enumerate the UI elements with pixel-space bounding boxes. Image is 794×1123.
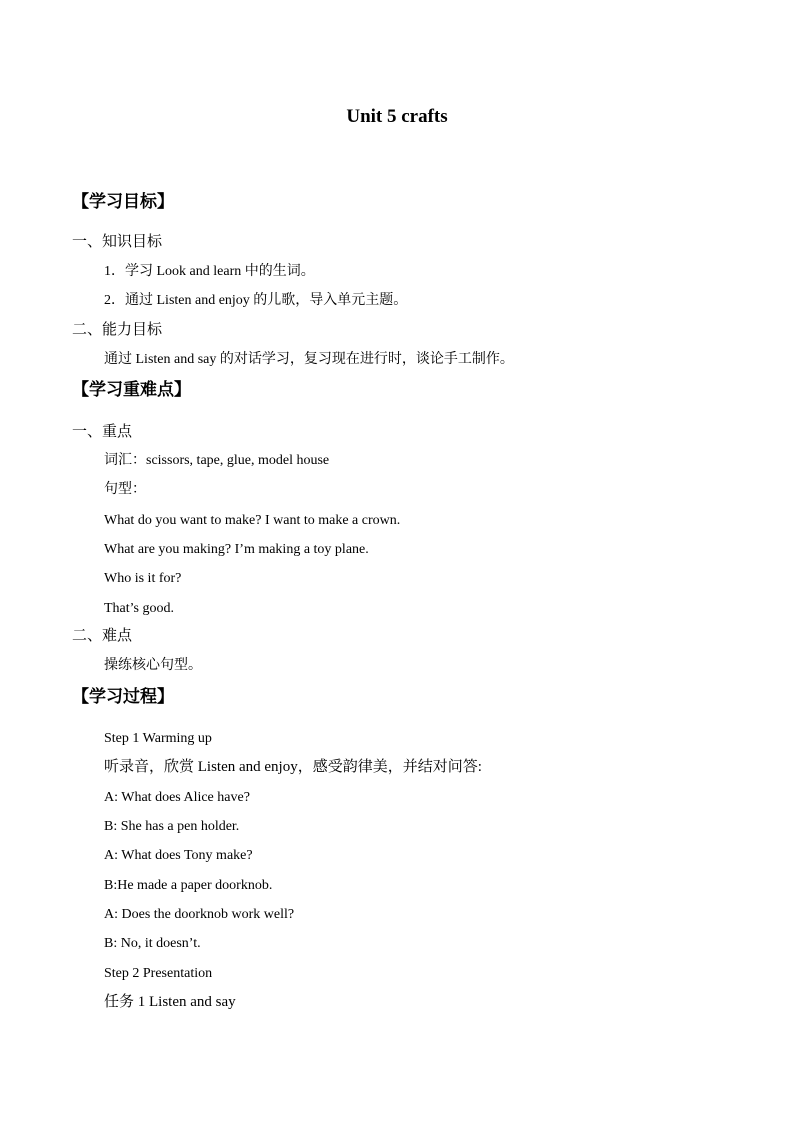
sentence-pattern: Who is it for?	[104, 571, 182, 586]
task-heading: 任务 1 Listen and say	[104, 994, 236, 1010]
ability-goals-heading: 二、能力目标	[72, 322, 163, 338]
dialogue-line: B: She has a pen holder.	[104, 819, 240, 834]
dialogue-line: A: Does the doorknob work well?	[104, 907, 295, 922]
knowledge-goal-item: 2．通过 Listen and enjoy 的儿歌，导入单元主题。	[104, 293, 408, 308]
difficulty-heading: 二、难点	[72, 628, 133, 644]
dialogue-line: B: No, it doesn’t.	[104, 936, 201, 951]
sentence-pattern: What are you making? I’m making a toy plane.	[104, 542, 369, 557]
step-instruction: 听录音，欣赏 Listen and enjoy，感受韵律美，并结对问答:	[104, 759, 482, 775]
section-heading-key-points: 【学习重难点】	[72, 380, 191, 400]
focus-heading: 一、重点	[72, 424, 133, 440]
knowledge-goals-heading: 一、知识目标	[72, 234, 163, 250]
step-heading: Step 1 Warming up	[104, 731, 212, 746]
dialogue-line: A: What does Alice have?	[104, 790, 250, 805]
dialogue-line: B:He made a paper doorknob.	[104, 878, 273, 893]
sentence-pattern: What do you want to make? I want to make a crown.	[104, 513, 401, 528]
step-heading: Step 2 Presentation	[104, 966, 213, 981]
knowledge-goal-item: 1．学习 Look and learn 中的生词。	[104, 264, 315, 279]
dialogue-line: A: What does Tony make?	[104, 848, 253, 863]
document-title: Unit 5 crafts	[346, 106, 448, 127]
sentence-patterns-label: 句型：	[104, 482, 146, 497]
sentence-pattern: That’s good.	[104, 601, 174, 616]
ability-goal-text: 通过 Listen and say 的对话学习，复习现在进行时，谈论手工制作。	[104, 352, 514, 367]
section-heading-learning-process: 【学习过程】	[72, 687, 174, 707]
section-heading-learning-goals: 【学习目标】	[72, 192, 174, 212]
vocabulary-line: 词汇：scissors, tape, glue, model house	[104, 453, 330, 468]
difficulty-text: 操练核心句型。	[104, 658, 202, 673]
